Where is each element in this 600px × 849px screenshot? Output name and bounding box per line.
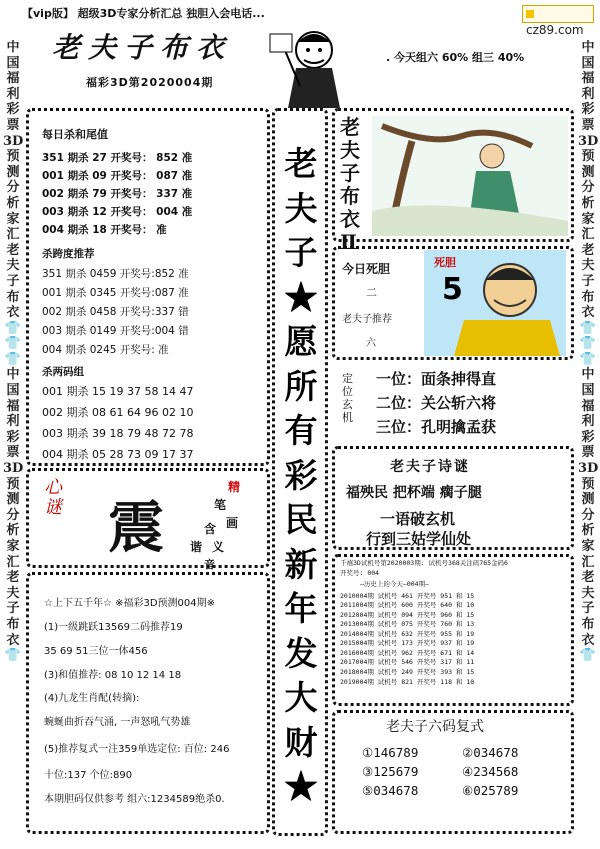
span-rec-row: 004 期杀 0245 开奖号: 准	[42, 344, 169, 356]
span-rec-title: 杀跨度推荐	[42, 248, 95, 260]
history-line: 2013004期 试机号 075 开奖号 760 和 13	[340, 620, 475, 628]
dead-code-value: 二	[366, 286, 377, 299]
kill-two-row: 002 期杀 08 61 64 96 02 10	[42, 406, 194, 419]
site-logo-icon	[526, 10, 534, 18]
history-line: 2018004期 试机号 249 开奖号 393 和 15	[340, 668, 475, 676]
history-line: 2010004期 试机号 461 开奖号 951 和 15	[340, 592, 475, 600]
history-line: 千禧3D试机号第2020003期: 试机号368关注码765金码6	[340, 559, 508, 567]
cartoon-figure-icon	[266, 28, 366, 110]
history-line: 2016004期 试机号 962 开奖号 671 和 14	[340, 649, 475, 657]
prediction-line: 本期胆码仅供参考 组六:1234589绝杀0.	[44, 794, 225, 805]
riddle-word: 谐	[190, 540, 203, 554]
recommend-value: 六	[366, 338, 376, 349]
prediction-line: ☆上下五千年☆ ※福彩3D预测004期※	[44, 598, 216, 609]
kill-two-row: 001 期杀 15 19 37 58 14 47	[42, 385, 194, 398]
six-code-item: ①146789	[362, 745, 419, 760]
six-code-item: ④234568	[462, 764, 519, 779]
prediction-line: (1)一级跳跃13569二码推荐19	[44, 622, 183, 633]
prediction-line: (3)和值推荐: 08 10 12 14 18	[44, 670, 182, 681]
sum-tail-row: 004 期杀 18 开奖号： 准	[42, 224, 167, 236]
poem-line: 行到三姑学仙处	[366, 530, 472, 548]
sum-tail-title: 每日杀和尾值	[42, 128, 108, 141]
sum-tail-row: 351 期杀 27 开奖号： 852 准	[42, 152, 193, 164]
center-slogan: 老夫子★愿所有彩民新年发大财★	[284, 144, 318, 806]
right-side-text: 中国福利彩票3D预测分析家汇老夫子布衣👕👕👕中国福利彩票3D预测分析家汇老夫子布衣👕	[578, 40, 598, 664]
riddle-main-char: 震	[108, 495, 164, 561]
kill-two-title: 杀两码组	[42, 366, 84, 378]
history-line: 2011004期 试机号 600 开奖号 640 和 10	[340, 601, 475, 609]
page-title: 老夫子布衣	[52, 31, 233, 64]
dead-code-label: 今日死胆	[342, 262, 391, 276]
old-man-tree-icon	[372, 116, 568, 236]
kill-two-row: 003 期杀 39 18 79 48 72 78	[42, 427, 194, 440]
dead-value: 5	[442, 272, 463, 307]
six-code-item: ②034678	[462, 745, 519, 760]
history-line: 2017004期 试机号 546 开奖号 317 和 11	[340, 658, 475, 666]
history-line: 2014004期 试机号 632 开奖号 955 和 19	[340, 630, 475, 638]
riddle-word: 笔	[214, 498, 227, 512]
history-line: —历史上的今天—004期—	[360, 580, 429, 588]
dead-label: 死胆	[434, 256, 456, 269]
history-line: 2019004期 试机号 821 开奖号 118 和 10	[340, 678, 475, 686]
sum-tail-row: 002 期杀 79 开奖号： 337 准	[42, 188, 193, 200]
sum-tail-row: 001 期杀 09 开奖号： 087 准	[42, 170, 193, 182]
span-rec-row: 002 期杀 0458 开奖号:337 错	[42, 306, 189, 318]
span-rec-row: 003 期杀 0149 开奖号:004 错	[42, 325, 189, 337]
poem-line: 一语破玄机	[380, 510, 456, 528]
site-name: cz89.com	[526, 23, 584, 37]
six-code-item: ③125679	[362, 764, 419, 779]
riddle-word: 音	[204, 558, 215, 571]
prediction-line: (4)九龙生肖配(转摘):	[44, 693, 140, 704]
riddle-word: 精	[228, 480, 241, 494]
sum-tail-row: 003 期杀 12 开奖号： 004 准	[42, 206, 193, 218]
picture-label: 老夫子布衣Ⅱ	[340, 115, 360, 254]
prediction-line: (5)推荐复式一注359单选定位: 百位: 246	[44, 744, 230, 755]
six-code-item: ⑤034678	[362, 783, 419, 798]
poem-title: 老夫子诗谜	[390, 459, 470, 475]
kill-two-row: 004 期杀 05 28 73 09 17 37	[42, 448, 194, 461]
riddle-label: 心谜	[44, 477, 62, 518]
position-side-label: 定位玄机	[342, 372, 353, 424]
poem-line: 福殃民 把杯端 瘸子腿	[346, 485, 482, 501]
recommend-label: 老夫子推荐	[342, 314, 392, 325]
span-rec-row: 351 期杀 0459 开奖号:852 准	[42, 268, 189, 280]
history-line: 开奖号: 004	[340, 569, 380, 577]
prediction-line: 35 69 51三位一体456	[44, 646, 148, 657]
position-row: 二位：关公斩六将	[376, 394, 497, 412]
prediction-line: 十位:137 个位:890	[44, 770, 133, 781]
span-rec-row: 001 期杀 0345 开奖号:087 准	[42, 287, 189, 299]
left-side-text: 中国福利彩票3D预测分析家汇老夫子布衣👕👕👕中国福利彩票3D预测分析家汇老夫子布衣👕	[3, 40, 23, 664]
issue-number: 福彩3D第2020004期	[86, 76, 214, 89]
six-code-item: ⑥025789	[462, 783, 519, 798]
riddle-word: 画	[226, 516, 239, 530]
position-row: 三位：孔明擒孟获	[376, 418, 497, 436]
position-row: 一位：面条抻得直	[376, 370, 497, 388]
six-code-title: 老夫子六码复式	[386, 719, 484, 735]
history-line: 2015004期 试机号 173 开奖号 937 和 19	[340, 639, 475, 647]
site-badge[interactable]	[522, 5, 594, 37]
riddle-word: 含	[204, 522, 217, 536]
group-percent: . 今天组六 60% 组三 40%	[386, 51, 525, 64]
top-banner: 【vip版】 超级3D专家分析汇总 独胆入会电话...	[22, 7, 265, 20]
history-line: 2012004期 试机号 094 开奖号 960 和 15	[340, 611, 475, 619]
riddle-word: 义	[212, 540, 225, 554]
prediction-line: 蜿蜒曲折吞气涌, 一声怒吼气势雄	[44, 717, 191, 728]
